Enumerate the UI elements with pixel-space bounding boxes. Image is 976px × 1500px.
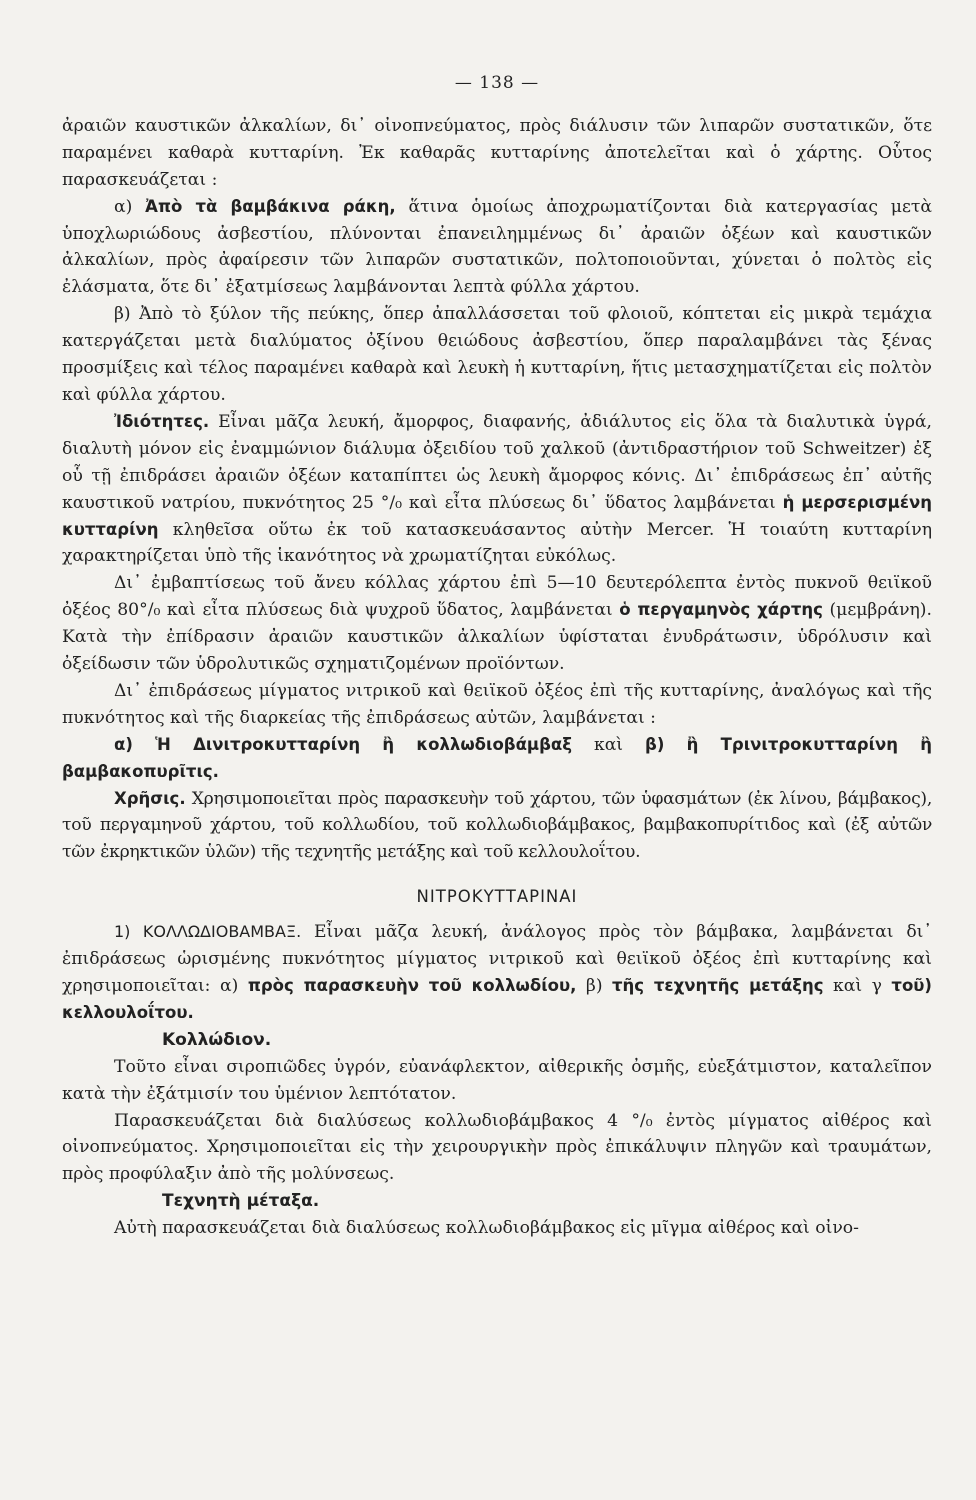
uses-heading: Χρῆσις. (114, 788, 186, 808)
collodion-cotton-text-2: β) (576, 976, 613, 996)
mercerized-cellulose-term: ἡ μερσερισμένη κυτταρίνη (62, 492, 932, 539)
page-number: — 138 — (454, 73, 540, 93)
properties-text-2: κληθεῖσα οὕτω ἐκ τοῦ κατασκευάσαντος αὐτὴν Mercer. Ἡ τοιαύτη κυτταρίνη χαρακτηρίζεται ὑπὸ τῆς ἱκανότητος νὰ χρωματίζηται εὐκόλως. (62, 519, 932, 567)
properties-text-1: Εἶναι μᾶζα λευκή, ἄμορφος, διαφανής, ἀδιάλυτος εἰς ὅλα τὰ διαλυτικὰ ὑγρά, διαλυτὴ μόνον εἰς ἐναμμώνιον διάλυμα ὀξειδίου τοῦ χαλκοῦ (ἀντιδραστήριον τοῦ Schweitzer) ἐξ οὗ τῇ ἐπιδράσει ἀραιῶν ὀξέων καταπίπτει ὡς λευκὴ ἄμορφος κόνις. Δι᾽ ἐπιδράσεως ἐπ᾽ αὐτῆς καυστικοῦ νατρίου, πυκνότητος 25 °/₀ καὶ εἶτα πλύσεως δι᾽ ὕδατος λαμβάνεται (62, 411, 932, 513)
collodion-heading: Κολλώδιον. (162, 1029, 272, 1050)
dinitrocellulose-term: α) Ἡ Δινιτροκυτταρίνη ἢ κολλωδιοβάμβαξ (114, 734, 572, 754)
properties-heading: Ἰδιότητες. (114, 411, 210, 431)
collodion-cotton-text-1: Εἶναι μᾶζα λευκή, ἀνάλογος πρὸς τὸν βάμβακα, λαμβάνεται δι᾽ ἐπιδράσεως ὡρισμένης πυκνότητος μίγματος νιτρικοῦ καὶ θειϊκοῦ ὀξέος ἐπὶ κυτταρίνης καὶ χρησιμοποιεῖται: α) (62, 922, 933, 996)
collodion-cotton-label: 1) ΚΟΛΛΩΔΙΟΒΑΜΒΑΞ. (114, 922, 302, 942)
collodion-cotton-text-3: καὶ γ (823, 976, 892, 996)
paragraph-parchment (62, 570, 932, 678)
rags-heading: Ἀπὸ τὰ βαμβάκινα ράκη, (145, 196, 396, 216)
collodion-use-term: πρὸς παρασκευὴν τοῦ κολλωδίου, (247, 976, 577, 995)
paragraph-collodion-2: Παρασκευάζεται διὰ διαλύσεως κολλωδιοβάμβακος 4 °/₀ ἐντὸς μίγματος αἰθέρος καὶ οἰνοπνεύματος. Χρησιμοποιεῖται εἰς τὴν χειρουργικὴν πρὸς ἐπικάλυψιν πληγῶν καὶ τραυμάτων, πρὸς προφύλαξιν ἀπὸ τῆς μολύνσεως. (62, 1110, 932, 1185)
uses-text: Χρησιμοποιεῖται πρὸς παρασκευὴν τοῦ χάρτου, τῶν ὑφασμάτων (ἐκ λίνου, βάμβακος), τοῦ περγαμηνοῦ χάρτου, τοῦ κολλωδίου, τοῦ κολλωδιοβάμβακος, βαμβακοπυρίτιδος καὶ (ἐξ αὐτῶν τῶν ἐκρηκτικῶν ὑλῶν) τῆς τεχνητῆς μετάξης καὶ τοῦ κελλουλοΐτου. (62, 788, 932, 863)
parchment-text-2: (μεμβράνη). Κατὰ τὴν ἐπίδρασιν ἀραιῶν καυστικῶν ἀλκαλίων ὑφίσταται ἐνυδράτωσιν, ὑδρόλυσιν καὶ ὀξείδωσιν τῶν ὑδρολυτικῶς σχηματιζομένων προϊόντων. (62, 600, 932, 675)
nitro-conjunction: καὶ (571, 734, 646, 755)
parchment-text-1: Δι᾽ ἐμβαπτίσεως τοῦ ἄνευ κόλλας χάρτου ἐπὶ 5—10 δευτερόλεπτα ἐντὸς πυκνοῦ θειϊκοῦ ὀξέος 80°/₀ καὶ εἶτα πλύσεως διὰ ψυχροῦ ὕδατος, λαμβάνεται (62, 573, 932, 621)
paragraph-pine: β) Ἀπὸ τὸ ξύλον τῆς πεύκης, ὅπερ ἀπαλλάσσεται τοῦ φλοιοῦ, κόπτεται εἰς μικρὰ τεμάχια κατεργάζεται μετὰ διαλύματος ὀξίνου θειώδους ἀσβεστίου, ὅπερ παραλαμβάνει τὰς ξένας προσμίξεις καὶ τέλος παραμένει καθαρὰ καὶ λευκὴ ἡ κυτταρίνη, ἥτις μετασχηματίζεται εἰς πολτὸν καὶ φύλλα χάρτου. (62, 304, 932, 405)
book-page (62, 70, 932, 1242)
artificial-silk-heading: Τεχνητὴ μέταξα. (162, 1191, 320, 1212)
parchment-term: ὁ περγαμηνὸς χάρτης (619, 600, 823, 620)
paragraph-collodion-1: Τοῦτο εἶναι σιροπιῶδες ὑγρόν, εὐανάφλεκτον, αἰθερικῆς ὀσμῆς, εὐεξάτμιστον, καταλεῖπον κατὰ τὴν ἐξάτμισίν του ὑμένιον λεπτότατον. (62, 1056, 932, 1104)
paragraph-collodion-cotton (62, 919, 932, 1027)
trinitrocellulose-term: β) ἢ Τρινιτροκυτταρίνη ἢ βαμβακοπυρῖτις. (62, 734, 932, 781)
paragraph-uses (62, 786, 932, 867)
paragraph-properties (62, 409, 932, 570)
celluloid-term: τοῦ) κελλουλοΐτου. (62, 976, 932, 1022)
item-label-a: α) (114, 196, 146, 217)
paragraph-nitro-types (62, 732, 932, 786)
paragraph-artificial-silk: Αὐτὴ παρασκευάζεται διὰ διαλύσεως κολλωδιοβάμβακος εἰς μῖγμα αἰθέρος καὶ οἰνο- (114, 1218, 859, 1239)
paragraph-intro: ἀραιῶν καυστικῶν ἀλκαλίων, δι᾽ οἰνοπνεύματος, πρὸς διάλυσιν τῶν λιπαρῶν συστατικῶν, ὅτε παραμένει καθαρὰ κυτταρίνη. Ἐκ καθαρᾶς κυτταρίνης ἀποτελεῖται καὶ ὁ χάρτης. Οὗτος παρασκευάζεται : (62, 115, 932, 190)
rags-text: ἅτινα ὁμοίως ἀποχρωματίζονται διὰ κατεργασίας μετὰ ὑποχλωριώδους ἀσβεστίου, πλύνονται ἐπανειλημμένως δι᾽ ἀραιῶν ὀξέων καὶ καυστικῶν ἀλκαλίων, πρὸς ἀφαίρεσιν τῶν λιπαρῶν συστατικῶν, πολτοποιοῦνται, χύνεται ὁ πολτὸς εἰς ἐλάσματα, ὅτε δι᾽ ἐξατμίσεως λαμβάνονται λεπτὰ φύλλα χάρτου. (62, 196, 932, 298)
paragraph-nitric: Δι᾽ ἐπιδράσεως μίγματος νιτρικοῦ καὶ θειϊκοῦ ὀξέος ἐπὶ τῆς κυτταρίνης, ἀναλόγως καὶ τῆς πυκνότητος καὶ τῆς διαρκείας τῆς ἐπιδράσεως αὐτῶν, λαμβάνεται : (62, 680, 932, 728)
section-title: ΝΙΤΡΟΚΥΤΤΑΡΙΝΑΙ (416, 887, 578, 907)
artificial-silk-term: τῆς τεχνητῆς μετάξης (612, 976, 824, 995)
paragraph-rags (62, 194, 932, 302)
